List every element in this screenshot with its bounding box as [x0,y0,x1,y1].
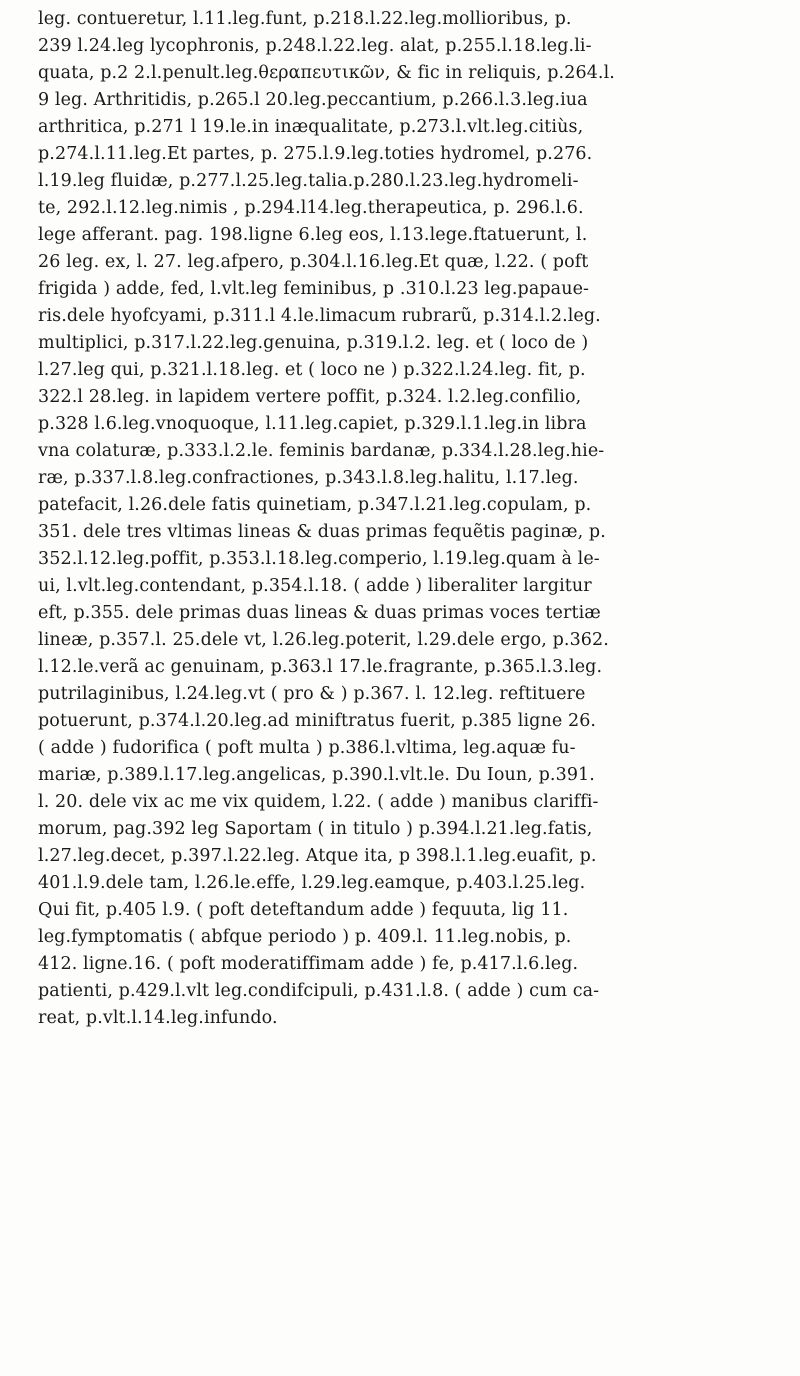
text-line: ( adde ) fudorifica ( poft multa ) p.386.l.vltima, leg.aquæ fu- [38,738,576,758]
text-line: lineæ, p.357.l. 25.dele vt, l.26.leg.poterit, l.29.dele ergo, p.362. [38,630,609,650]
text-line: 351. dele tres vltimas lineas & duas primas fequẽtis paginæ, p. [38,522,606,542]
text-line: p.274.l.11.leg.Et partes, p. 275.l.9.leg.toties hydromel, p.276. [38,144,593,164]
text-line: leg. contueretur, l.11.leg.funt, p.218.l.22.leg.mollioribus, p. [38,9,572,29]
text-line: morum, pag.392 leg Saportam ( in titulo ) p.394.l.21.leg.fatis, [38,819,593,839]
text-line: multiplici, p.317.l.22.leg.genuina, p.319.l.2. leg. et ( loco de ) [38,333,589,353]
errata-text-block [38,6,790,1032]
text-line: patefacit, l.26.dele fatis quinetiam, p.347.l.21.leg.copulam, p. [38,495,592,515]
text-line: Qui fit, p.405 l.9. ( poft deteftandum adde ) fequuta, lig 11. [38,900,569,920]
text-line: 322.l 28.leg. in lapidem vertere poffit, p.324. l.2.leg.confilio, [38,387,582,407]
text-line: l.12.le.verã ac genuinam, p.363.l 17.le.fragrante, p.365.l.3.leg. [38,657,603,677]
text-line: ui, l.vlt.leg.contendant, p.354.l.18. ( adde ) liberaliter largitur [38,576,592,596]
text-line: vna colaturæ, p.333.l.2.le. feminis bardanæ, p.334.l.28.leg.hie- [38,441,605,461]
text-line: mariæ, p.389.l.17.leg.angelicas, p.390.l.vlt.le. Du Ioun, p.391. [38,765,595,785]
text-line: 352.l.12.leg.poffit, p.353.l.18.leg.comperio, l.19.leg.quam à le- [38,549,600,569]
text-line: putrilaginibus, l.24.leg.vt ( pro & ) p.367. l. 12.leg. reftituere [38,684,586,704]
text-line: patienti, p.429.l.vlt leg.condifcipuli, p.431.l.8. ( adde ) cum ca- [38,981,600,1001]
text-line: reat, p.vlt.l.14.leg.infundo. [38,1008,278,1028]
text-line: potuerunt, p.374.l.20.leg.ad miniftratus fuerit, p.385 ligne 26. [38,711,597,731]
text-line: l.27.leg.decet, p.397.l.22.leg. Atque ita, p 398.l.1.leg.euafit, p. [38,846,597,866]
text-line: lege afferant. pag. 198.ligne 6.leg eos, l.13.lege.ftatuerunt, l. [38,225,588,245]
text-line: 239 l.24.leg lycophronis, p.248.l.22.leg. alat, p.255.l.18.leg.li- [38,36,592,56]
text-line: 9 leg. Arthritidis, p.265.l 20.leg.peccantium, p.266.l.3.leg.iua [38,90,588,110]
text-line: 401.l.9.dele tam, l.26.le.effe, l.29.leg.eamque, p.403.l.25.leg. [38,873,586,893]
text-line: l. 20. dele vix ac me vix quidem, l.22. ( adde ) manibus clariffi- [38,792,599,812]
text-line: frigida ) adde, fed, l.vlt.leg feminibus, p .310.l.23 leg.papaue- [38,279,590,299]
text-line: leg.fymptomatis ( abfque periodo ) p. 409.l. 11.leg.nobis, p. [38,927,572,947]
text-line: ris.dele hyofcyami, p.311.l 4.le.limacum rubrarũ, p.314.l.2.leg. [38,306,601,326]
text-line: eft, p.355. dele primas duas lineas & duas primas voces tertiæ [38,603,601,623]
text-line: l.19.leg fluidæ, p.277.l.25.leg.talia.p.280.l.23.leg.hydromeli- [38,171,579,191]
text-line: te, 292.l.12.leg.nimis , p.294.l14.leg.therapeutica, p. 296.l.6. [38,198,584,218]
text-line: ræ, p.337.l.8.leg.confractiones, p.343.l.8.leg.halitu, l.17.leg. [38,468,579,488]
text-line: quata, p.2 2.l.penult.leg.θεραπευτικῶν, & fic in reliquis, p.264.l. [38,63,615,83]
text-line: p.328 l.6.leg.vnoquoque, l.11.leg.capiet, p.329.l.1.leg.in libra [38,414,587,434]
text-line: 412. ligne.16. ( poft moderatiffimam adde ) fe, p.417.l.6.leg. [38,954,579,974]
text-line: 26 leg. ex, l. 27. leg.afpero, p.304.l.16.leg.Et quæ, l.22. ( poft [38,252,589,272]
text-line: arthritica, p.271 l 19.le.in inæqualitate, p.273.l.vlt.leg.citiùs, [38,117,584,137]
text-line: l.27.leg qui, p.321.l.18.leg. et ( loco ne ) p.322.l.24.leg. fit, p. [38,360,586,380]
